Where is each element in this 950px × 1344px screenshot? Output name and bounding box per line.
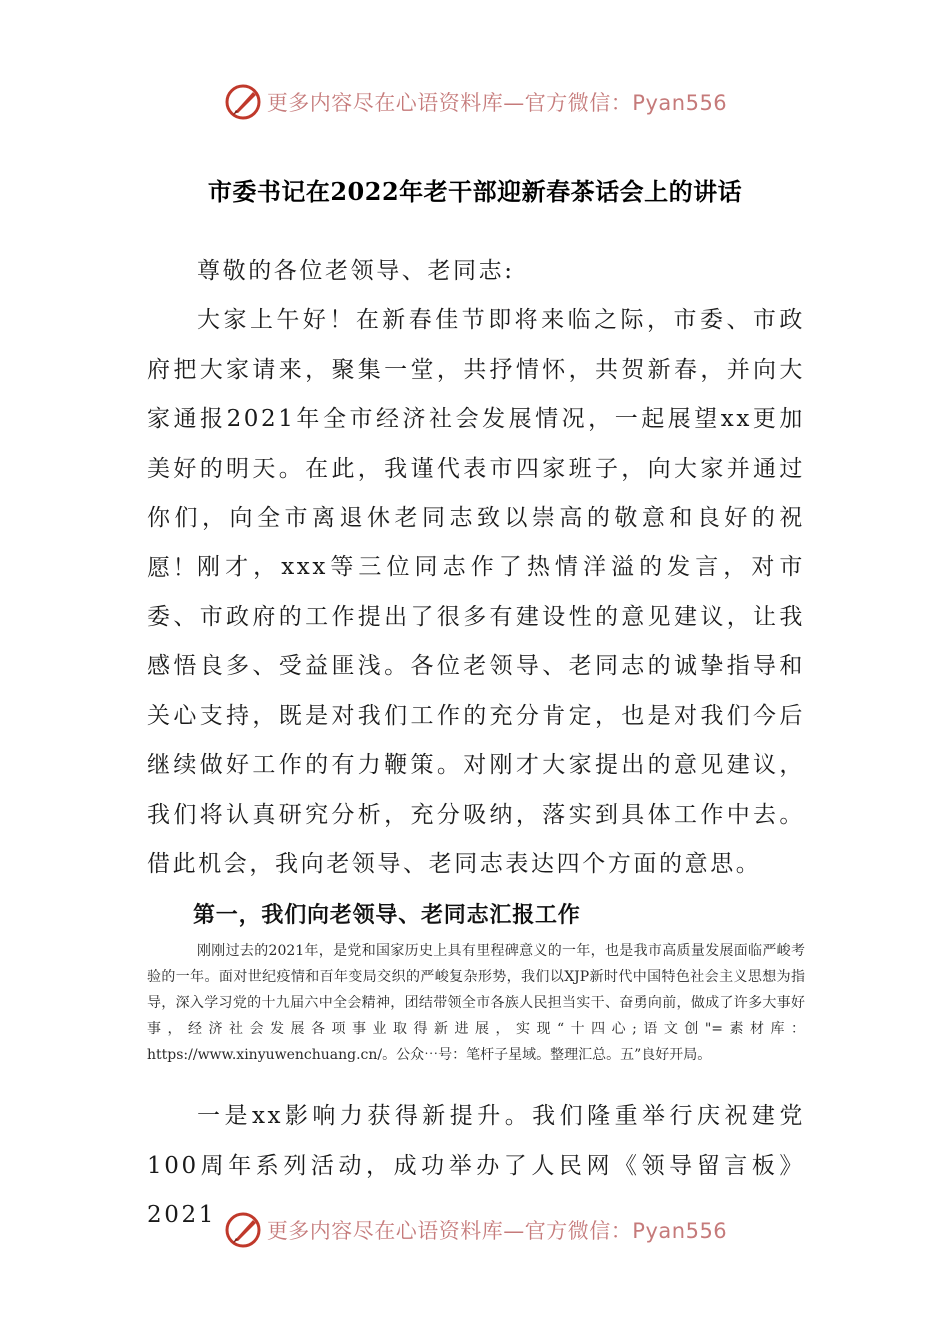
quill-pen-logo-icon — [223, 1210, 263, 1250]
quill-pen-logo-icon — [223, 82, 263, 122]
section-heading-first: 第一，我们向老领导、老同志汇报工作 — [193, 903, 581, 928]
paragraph-opening: 大家上午好！在新春佳节即将来临之际，市委、市政府把大家请来，聚集一堂，共抒情怀，共贺新春，并向大家通报2021年全市经济社会发展情况，一起展望xx更加美好的明天。在此，我谨代表市四家班子，向大家并通过你们，向全市离退休老同志致以崇高的敬意和良好的祝愿！ — [147, 307, 805, 581]
paragraph-review-2021: 刚刚过去的2021年，是党和国家历史上具有里程碑意义的一年，也是我市高质量发展面临严峻考验的一年。面对世纪疫情和百年变局交织的严峻复杂形势，我们以XJP新时代中国特色社会主义思想为指导，深入学习党的十九届六中全会精神，团结带领全市各族人民担当实干、奋勇向前，做成了许多大事好事，经济社会发展各项事业取得新进展，实现“十四心;语文创"=素材库：https://www.xinyuwenchuang.cn/。公众⋯号：笔杆子星域。整理汇总。五”良好开局。 — [147, 943, 805, 1063]
greeting: 尊敬的各位老领导、老同志: — [197, 258, 515, 284]
watermark-banner-top — [0, 80, 950, 124]
watermark-banner-bottom — [0, 1208, 950, 1252]
document-title: 市委书记在2022年老干部迎新春茶话会上的讲话 — [207, 177, 743, 206]
watermark-text: 更多内容尽在心语资料库—官方微信：Pyan556 — [266, 1219, 728, 1243]
watermark-text: 更多内容尽在心语资料库—官方微信：Pyan556 — [266, 91, 728, 115]
paragraph-response: 刚才，xxx等三位同志作了热情洋溢的发言，对市委、市政府的工作提出了很多有建设性的意见建议，让我感悟良多、受益匪浅。各位老领导、老同志的诚挚指导和关心支持，既是对我们工作的充分肯定，也是对我们今后继续做好工作的有力鞭策。对刚才大家提出的意见建议，我们将认真研究分析，充分吸纳，落实到具体工作中去。借此机会，我向老领导、老同志表达四个方面的意思。 — [147, 554, 805, 877]
paragraph-point-one: 一是xx影响力获得新提升。我们隆重举行庆祝建党100周年系列活动，成功举办了人民网《领导留言板》2021 — [147, 1103, 805, 1228]
